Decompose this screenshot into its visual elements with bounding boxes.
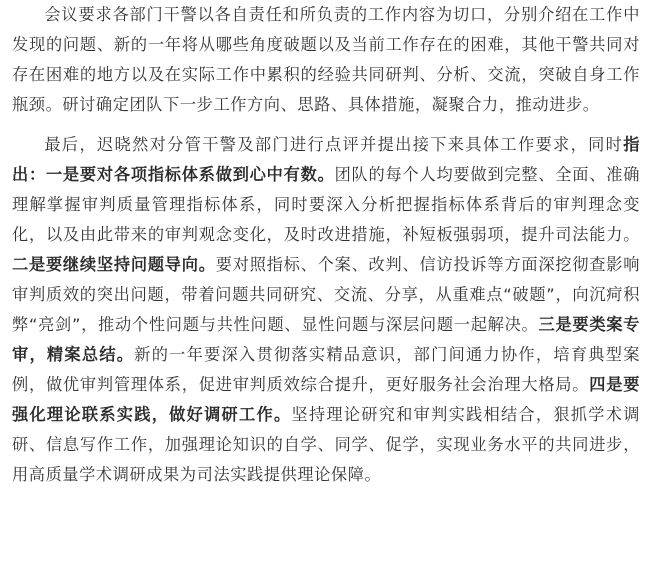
point-4-body: 坚持理论研究和审判实践相结合，狠抓学术调研、信息写作工作，加强理论知识的自学、同学、促学，实现业务水平的共同进步，用高质量学术调研成果为司法实践提供理论保障。 xyxy=(12,405,640,484)
point-2-title: 二是要继续坚持问题导向。 xyxy=(12,255,216,274)
paragraph-work-requirements xyxy=(12,130,640,490)
point-4-title: 四是要强化理论联系实践，做好调研工作。 xyxy=(12,375,640,424)
point-3-title: 三是要类案专审，精案总结。 xyxy=(12,315,640,364)
point-2-body: 要对照指标、个案、改判、信访投诉等方面深挖彻查影响审判质效的突出问题，带着问题共同研究、交流、分享，从重难点“破题”，向沉疴积弊“亮剑”，推动个性问题与共性问题、显性问题与深层问题一起解决。 xyxy=(12,255,641,334)
paragraph-meeting-requirements: 会议要求各部门干警以各自责任和所负责的工作内容为切口，分别介绍在工作中发现的问题、新的一年将从哪些角度破题以及当前工作存在的困难，其他干警共同对存在困难的地方以及在实际工作中累积的经验共同研判、分析、交流，突破自身工作瓶颈。研讨确定团队下一步工作方向、思路、具体措施，凝聚合力，推动进步。 xyxy=(12,5,640,114)
point-1-title: 指出：一是要对各项指标体系做到心中有数。 xyxy=(12,135,640,184)
requirements-intro: 最后，迟晓然对分管干警及部门进行点评并提出接下来具体工作要求，同时 xyxy=(44,135,624,154)
point-1-body: 团队的每个人均要做到完整、全面、准确理解掌握审判质量管理指标体系，同时要深入分析把握指标体系背后的审判理念变化，以及由此带来的审判观念变化，及时改进措施，补短板强弱项，提升司法能力。 xyxy=(12,165,640,244)
point-3-body: 新的一年要深入贯彻落实精品意识，部门间通力协作，培育典型案例，做优审判管理体系，促进审判质效综合提升，更好服务社会治理大格局。 xyxy=(12,345,640,394)
